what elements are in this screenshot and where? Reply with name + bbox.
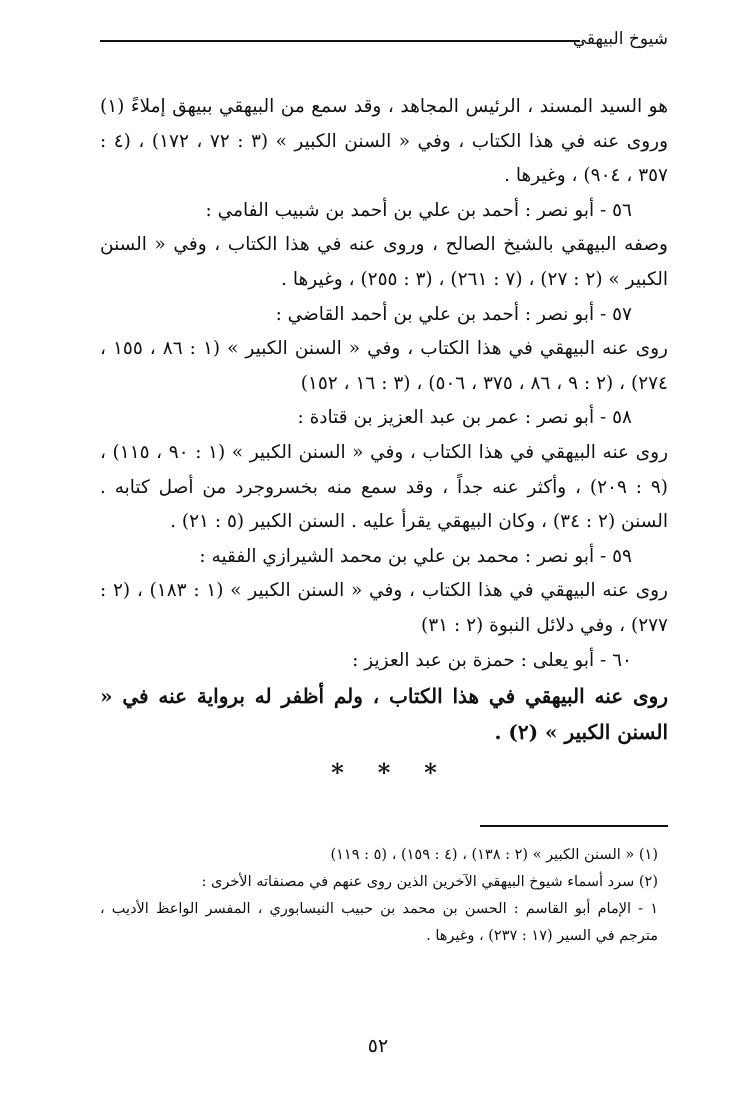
separator-star: *	[331, 758, 344, 788]
paragraph-57: روى عنه البيهقي في هذا الكتاب ، وفي « السنن الكبير » (١ : ٨٦ ، ١٥٥ ، ٢٧٤) ، (٢ : ٩ ، ٨٦ ، ٣٧٥ ، ٥٠٦) ، (٣ : ١٦ ، ١٥٢)	[100, 338, 668, 394]
section-separator	[100, 752, 668, 794]
footnote-1: (١) « السنن الكبير » (٢ : ١٣٨) ، (٤ : ١٥٩) ، (٥ : ١١٩)	[330, 847, 658, 863]
separator-star: *	[377, 758, 391, 788]
entry-heading-58: ٥٨ - أبو نصر : عمر بن عبد العزيز بن قتادة :	[297, 407, 632, 429]
paragraph-60: روى عنه البيهقي في هذا الكتاب ، ولم أظفر له برواية عنه في « السنن الكبير » (٢) .	[100, 684, 668, 745]
main-text	[100, 90, 668, 794]
page-number: ٥٢	[367, 1035, 389, 1057]
entry-heading-59: ٥٩ - أبو نصر : محمد بن علي بن محمد الشيرازي الفقيه :	[199, 545, 632, 567]
entry-heading-56: ٥٦ - أبو نصر : أحمد بن علي بن أحمد بن شبيب الفامي :	[205, 199, 632, 221]
entry-heading-57: ٥٧ - أبو نصر : أحمد بن علي بن أحمد القاضي :	[275, 303, 632, 325]
paragraph-59: روى عنه البيهقي في هذا الكتاب ، وفي « السنن الكبير » (١ : ١٨٣) ، (٢ : ٢٧٧) ، وفي دلائل النبوة (٢ : ٣١)	[100, 580, 668, 636]
footnote-2: (٢) سرد أسماء شيوخ البيهقي الآخرين الذين روى عنهم في مصنفاته الأخرى :	[201, 874, 658, 890]
footnote-2-item-1: ١ - الإمام أبو القاسم : الحسن بن محمد بن حبيب النيسابوري ، المفسر الواعظ الأديب ، مترجم في السير (١٧ : ٢٣٧) ، وغيرها .	[100, 901, 658, 944]
paragraph-continuation: هو السيد المسند ، الرئيس المجاهد ، وقد سمع من البيهقي ببيهق إملاءً (١) وروى عنه في هذا الكتاب ، وفي « السنن الكبير » (٣ : ٧٢ ، ١٧٢) ، (٤ : ٣٥٧ ، ٩٠٤) ، وغيرها .	[100, 96, 669, 187]
paragraph-56: وصفه البيهقي بالشيخ الصالح ، وروى عنه في هذا الكتاب ، وفي « السنن الكبير » (٢ : ٢٧) ، (٧ : ٢٦١) ، (٣ : ٢٥٥) ، وغيرها .	[100, 234, 668, 290]
entry-heading-60: ٦٠ - أبو يعلى : حمزة بن عبد العزيز :	[352, 649, 632, 671]
footnotes	[100, 842, 668, 950]
separator-star: *	[424, 758, 437, 788]
running-title: شيوخ البيهقي	[572, 29, 668, 49]
paragraph-58: روى عنه البيهقي في هذا الكتاب ، وفي « السنن الكبير » (١ : ٩٠ ، ١١٥) ، (٩ : ٢٠٩) ، وأكثر عنه جداً ، وقد سمع منه بخسروجرد من أصل كتابه . السنن (٢ : ٣٤) ، وكان البيهقي يقرأ عليه . السنن الكبير (٥ : ٢١) .	[100, 441, 668, 533]
footnote-rule	[480, 825, 668, 827]
header-rule	[100, 40, 580, 42]
